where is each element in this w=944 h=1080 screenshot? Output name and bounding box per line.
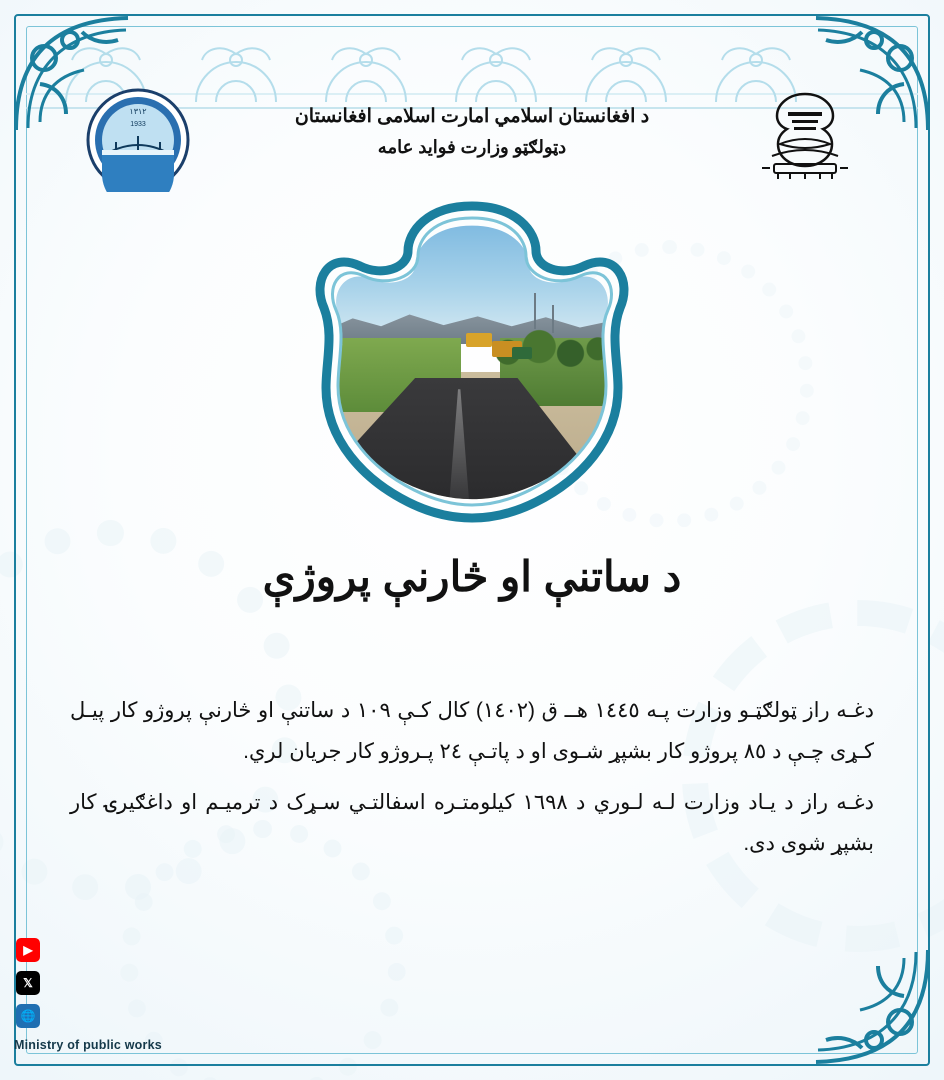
document-header — [0, 78, 944, 198]
medallion-frame-ornament — [312, 196, 632, 526]
photo-medallion — [312, 196, 632, 526]
header-title-line1: د افغانستان اسلامي امارت اسلامی افغانستان — [294, 106, 650, 127]
social-links[interactable] — [16, 938, 40, 1028]
header-title-line2: دټولګټو وزارت فواید عامه — [377, 137, 567, 157]
ministry-english-label: Ministry of public works — [14, 1038, 162, 1052]
x-twitter-icon[interactable]: 𝕏 — [16, 971, 40, 995]
svg-text:1933: 1933 — [130, 121, 146, 128]
body-paragraph-2: دغـه راز د یـاد وزارت لـه لـوري د ١٦٩٨ کیلومتـره اسفالتـي سـړک د ترمیـم او داغګیرۍ کار بشپړ شوی دی. — [70, 791, 874, 855]
svg-text:١٣١٢: ١٣١٢ — [129, 107, 147, 116]
website-icon[interactable]: 🌐 — [16, 1004, 40, 1028]
page-title: د ساتنې او څارنې پروژې — [262, 553, 682, 600]
body-paragraph-1: دغـه راز ټولګټـو وزارت پـه ١٤٤٥ هــ ق (١٤٠٢) کال کـې ١٠٩ د ساتنې او څارنې پروژو کار پیـل کـړی چـې د ٨٥ پروژو کار بشپړ شـوی او د پاتـې ٢٤ پـروژو کار جریان لري. — [70, 699, 875, 763]
body-text — [70, 690, 874, 874]
corner-flourish-ornament — [804, 940, 934, 1070]
youtube-icon[interactable]: ▶ — [16, 938, 40, 962]
